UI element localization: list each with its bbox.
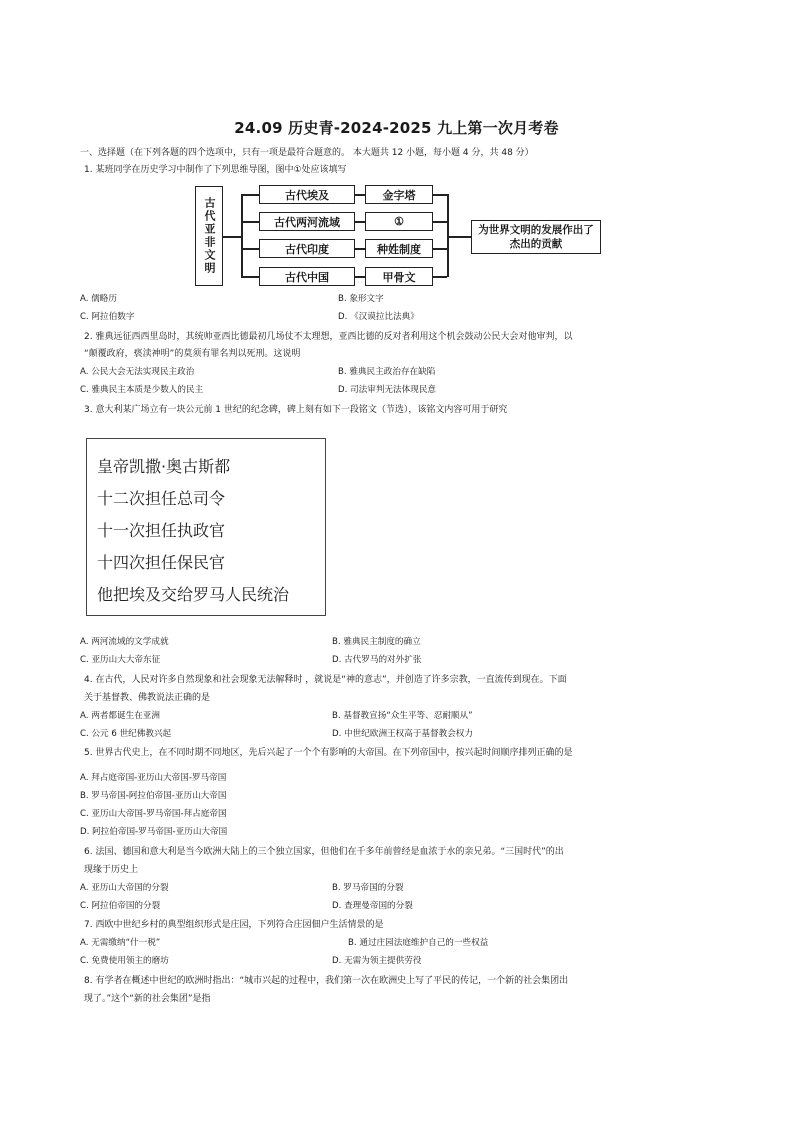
q5-option-d[interactable]: D. 阿拉伯帝国-罗马帝国-亚历山大帝国: [80, 827, 228, 837]
question-1-stem: 1. 某班同学在历史学习中制作了下列思维导图，图中①处应该填写: [84, 165, 347, 175]
mindmap-civ: 古代两河流域: [259, 212, 355, 231]
mindmap-connector: [241, 194, 259, 196]
q4-option-a[interactable]: A. 两者都诞生在亚洲: [80, 711, 160, 721]
mindmap-connector: [241, 248, 259, 250]
inscription-line: 十二次担任总司令: [97, 489, 226, 508]
q2-option-c[interactable]: C. 雅典民主本质是少数人的民主: [80, 385, 204, 395]
mindmap-connector: [355, 248, 365, 250]
q7-option-b[interactable]: B. 通过庄园法庭维护自己的一些权益: [348, 938, 489, 948]
q3-option-d[interactable]: D. 古代罗马的对外扩张: [332, 655, 422, 665]
question-7-stem: 7. 西欧中世纪乡村的典型组织形式是庄园，下列符合庄园佃户生活情景的是: [84, 920, 384, 930]
q3-option-c[interactable]: C. 亚历山大大帝东征: [80, 655, 161, 665]
inscription-line: 十四次担任保民官: [97, 553, 226, 572]
mindmap-root: 古代亚非文明: [195, 186, 223, 286]
q5-option-b[interactable]: B. 罗马帝国-阿拉伯帝国-亚历山大帝国: [80, 791, 227, 801]
page-title: 24.09 历史青-2024-2025 九上第一次月考卷: [234, 119, 559, 137]
question-3-stem: 3. 意大利某广场立有一块公元前 1 世纪的纪念碑，碑上刻有如下一段铭文（节选），该铭文内容可用于研究: [84, 405, 508, 415]
q1-option-c[interactable]: C. 阿拉伯数字: [80, 312, 135, 322]
q6-option-c[interactable]: C. 阿拉伯帝国的分裂: [80, 901, 161, 911]
mindmap-conclusion: 为世界文明的发展作出了杰出的贡献: [471, 220, 601, 254]
q4-option-b[interactable]: B. 基督教宣扬“众生平等、忍耐顺从”: [332, 711, 473, 721]
mindmap-connector: [241, 221, 259, 223]
mindmap-connector: [223, 236, 241, 238]
q2-option-d[interactable]: D. 司法审判无法体现民意: [338, 385, 437, 395]
question-4-stem-cont: 关于基督教、佛教说法正确的是: [84, 693, 211, 703]
mindmap-achievement: 种姓制度: [365, 239, 433, 258]
q1-option-b[interactable]: B. 象形文字: [338, 294, 384, 304]
mindmap-connector: [433, 276, 447, 278]
question-2-stem-cont: “颠覆政府，亵渎神明”的莫须有罪名判以死刑。这说明: [84, 349, 301, 359]
question-4-stem: 4. 在古代，人民对许多自然现象和社会现象无法解释时 ，就说是“神的意志”，并创造了许多宗教，一直流传到现在。下面: [84, 675, 567, 685]
mindmap-connector: [241, 194, 243, 277]
mindmap-connector: [355, 221, 365, 223]
question-2-stem: 2. 雅典远征西西里岛时，其统帅亚西比德最初几场仗不太理想，亚西比德的反对者利用这个机会鼓动公民大会对他审判，以: [84, 332, 573, 342]
q6-option-b[interactable]: B. 罗马帝国的分裂: [332, 883, 404, 893]
q4-option-d[interactable]: D. 中世纪欧洲王权高于基督教会权力: [332, 729, 473, 739]
q7-option-a[interactable]: A. 无需缴纳“什一税”: [80, 938, 161, 948]
mindmap-civ: 古代埃及: [259, 185, 355, 204]
mindmap-connector: [355, 276, 365, 278]
inscription-line: 他把埃及交给罗马人民统治: [97, 585, 290, 604]
mindmap-connector: [241, 276, 259, 278]
mindmap-achievement: 金字塔: [365, 185, 433, 204]
mindmap-civ: 古代印度: [259, 239, 355, 258]
section-heading: 一、选择题（在下列各题的四个选项中，只有一项是最符合题意的。 本大题共 12 小题，每小题 4 分，共 48 分）: [80, 148, 534, 158]
question-6-stem-cont: 现缘于历史上: [84, 865, 139, 875]
q3-option-b[interactable]: B. 雅典民主制度的确立: [332, 637, 421, 647]
q7-option-c[interactable]: C. 免费使用领主的磨坊: [80, 956, 169, 966]
q3-option-a[interactable]: A. 两河流域的文学成就: [80, 637, 169, 647]
q1-option-a[interactable]: A. 儒略历: [80, 294, 117, 304]
mindmap-connector: [355, 194, 365, 196]
mindmap-connector: [433, 221, 447, 223]
q5-option-c[interactable]: C. 亚历山大帝国-罗马帝国-拜占庭帝国: [80, 809, 227, 819]
mindmap-blank-marker: ①: [365, 212, 433, 231]
q5-option-a[interactable]: A. 拜占庭帝国-亚历山大帝国-罗马帝国: [80, 773, 227, 783]
mindmap-connector: [447, 236, 471, 238]
q6-option-a[interactable]: A. 亚历山大帝国的分裂: [80, 883, 169, 893]
q4-option-c[interactable]: C. 公元 6 世纪佛教兴起: [80, 729, 172, 739]
inscription-line: 皇帝凯撒·奥古斯都: [97, 457, 231, 476]
inscription-line: 十一次担任执政官: [97, 521, 226, 540]
q2-option-a[interactable]: A. 公民大会无法实现民主政治: [80, 367, 195, 377]
q6-option-d[interactable]: D. 查理曼帝国的分裂: [332, 901, 413, 911]
question-8-stem: 8. 有学者在概述中世纪的欧洲时指出：“城市兴起的过程中，我们第一次在欧洲史上写了平民的传记，一个新的社会集团出: [84, 976, 569, 986]
question-5-stem: 5. 世界古代史上，在不同时期不同地区，先后兴起了一个个有影响的大帝国。在下列帝国中，按兴起时间顺序排列正确的是: [84, 748, 573, 758]
q7-option-d[interactable]: D. 无需为领主提供劳役: [332, 956, 422, 966]
inscription-box: [86, 438, 326, 616]
q2-option-b[interactable]: B. 雅典民主政治存在缺陷: [338, 367, 436, 377]
mindmap-achievement: 甲骨文: [365, 267, 433, 286]
mindmap-connector: [433, 194, 447, 196]
question-8-stem-cont: 现了。”这个“新的社会集团”是指: [84, 994, 211, 1004]
q1-option-d[interactable]: D. 《汉谟拉比法典》: [338, 312, 419, 322]
question-6-stem: 6. 法国、德国和意大利是当今欧洲大陆上的三个独立国家，但他们在千多年前曾经是血浓于水的亲兄弟。“三国时代”的出: [84, 847, 564, 857]
mindmap-civ: 古代中国: [259, 267, 355, 286]
mindmap-connector: [433, 248, 447, 250]
